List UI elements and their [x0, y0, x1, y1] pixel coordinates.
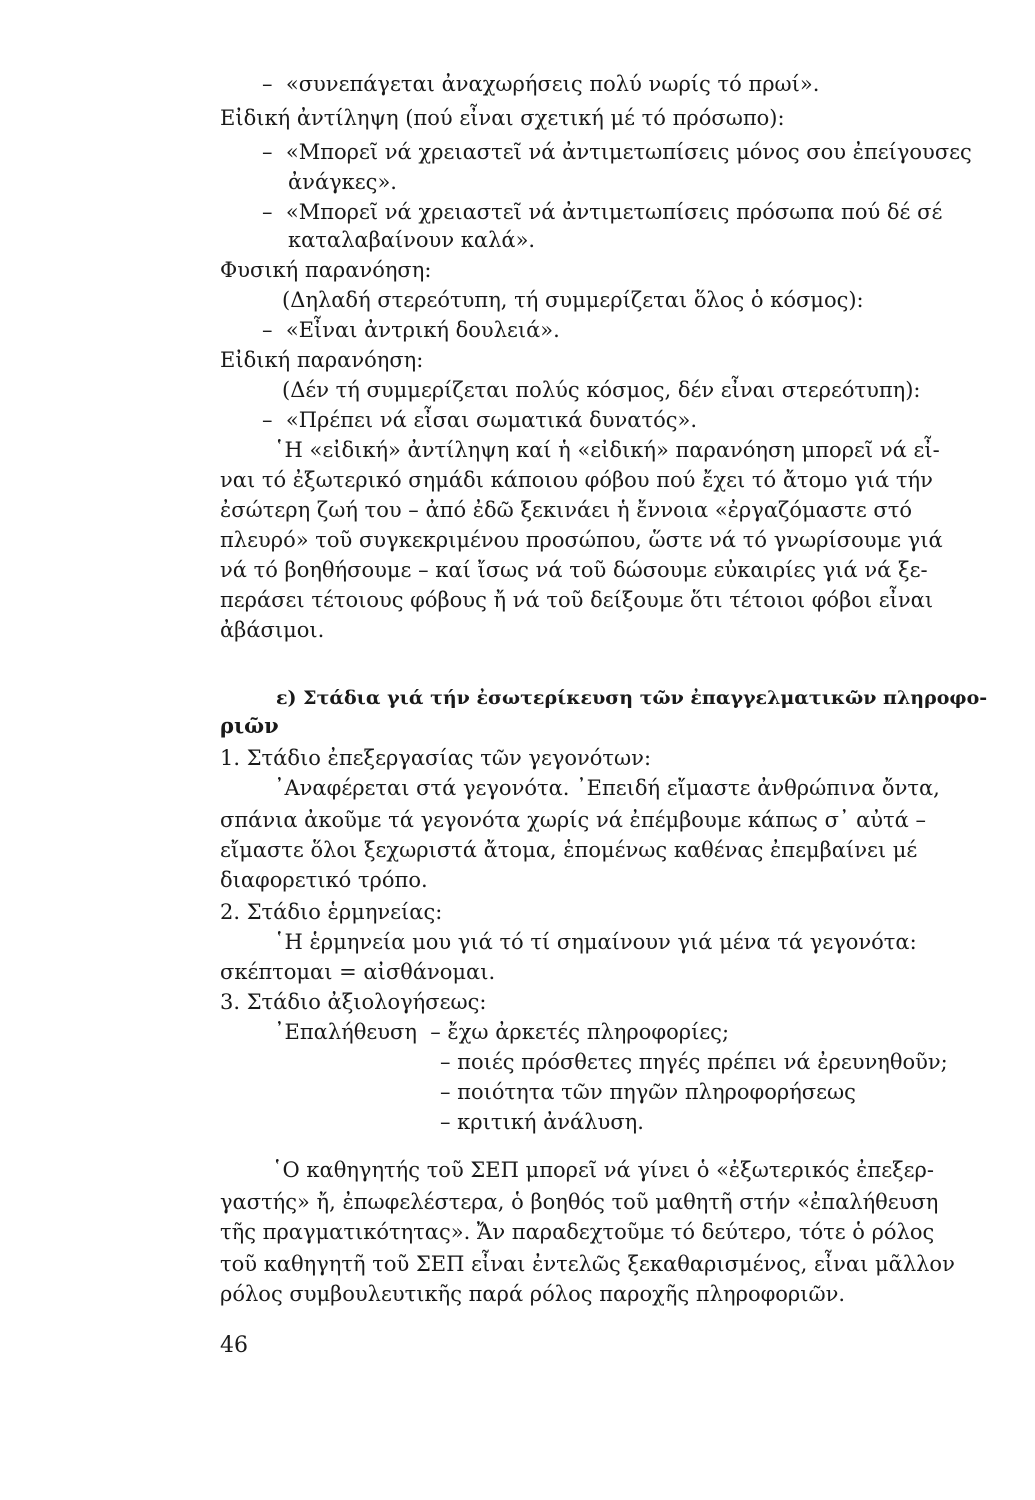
text-line: σπάνια ἀκοῦμε τά γεγονότα χωρίς νά ἐπέμβουμε κάπως σ᾿ αὐτά – [220, 808, 927, 832]
text-line: ἀνάγκες». [288, 170, 397, 194]
text-line: Φυσική παρανόηση: [220, 258, 432, 282]
section-heading: ε) Στάδια γιά τήν ἐσωτερίκευση τῶν ἐπαγγελματικῶν πληροφο- [276, 687, 988, 709]
text-line: – «συνεπάγεται ἀναχωρήσεις πολύ νωρίς τό πρωί». [262, 72, 820, 96]
text-line: ρόλος συμβουλευτικῆς παρά ρόλος παροχῆς πληροφοριῶν. [220, 1282, 846, 1306]
text-line: ᾿Αναφέρεται στά γεγονότα. ᾿Επειδή εἴμαστε ἀνθρώπινα ὄντα, [274, 776, 940, 800]
text-line: – «Μπορεῖ νά χρειαστεῖ νά ἀντιμετωπίσεις πρόσωπα πού δέ σέ [262, 200, 943, 224]
text-line: καταλαβαίνουν καλά». [288, 228, 536, 252]
text-line: ἐσώτερη ζωή του – ἀπό ἐδῶ ξεκινάει ἡ ἔννοια «ἐργαζόμαστε στό [220, 498, 912, 522]
text-line: γαστής» ἤ, ἐπωφελέστερα, ὁ βοηθός τοῦ μαθητῆ στήν «ἐπαλήθευση [220, 1190, 939, 1214]
text-line: – ποιότητα τῶν πηγῶν πληροφορήσεως [440, 1080, 856, 1104]
text-line: 1. Στάδιο ἐπεξεργασίας τῶν γεγονότων: [220, 746, 652, 770]
text-line: εἴμαστε ὅλοι ξεχωριστά ἄτομα, ἑπομένως καθένας ἐπεμβαίνει μέ [220, 838, 918, 862]
text-line: – κριτική ἀνάλυση. [440, 1110, 644, 1134]
text-line: – «Πρέπει νά εἶσαι σωματικά δυνατός». [262, 408, 698, 432]
text-line: ᾿Επαλήθευση – ἔχω ἀρκετές πληροφορίες; [274, 1020, 730, 1044]
text-line: Εἰδική παρανόηση: [220, 348, 424, 372]
text-line: τῆς πραγματικότητας». Ἄν παραδεχτοῦμε τό δεύτερο, τότε ὁ ρόλος [220, 1220, 935, 1244]
text-line: 3. Στάδιο ἀξιολογήσεως: [220, 990, 487, 1014]
text-line: ῾Η «εἰδική» ἀντίληψη καί ἡ «εἰδική» παρανόηση μπορεῖ νά εἶ- [274, 438, 940, 462]
text-line: – ποιές πρόσθετες πηγές πρέπει νά ἐρευνηθοῦν; [440, 1050, 948, 1074]
text-line: 2. Στάδιο ἑρμηνείας: [220, 900, 443, 924]
page-number: 46 [220, 1333, 248, 1358]
text-line: (Δέν τή συμμερίζεται πολύς κόσμος, δέν εἶναι στερεότυπη): [282, 378, 921, 402]
text-line: τοῦ καθηγητῆ τοῦ ΣΕΠ εἶναι ἐντελῶς ξεκαθαρισμένος, εἶναι μᾶλλον [220, 1252, 955, 1276]
text-line: Εἰδική ἀντίληψη (πού εἶναι σχετική μέ τό πρόσωπο): [220, 106, 785, 130]
text-line: διαφορετικό τρόπο. [220, 868, 428, 892]
text-line: ῾Ο καθηγητής τοῦ ΣΕΠ μπορεῖ νά γίνει ὁ «ἐξωτερικός ἐπεξερ- [272, 1158, 934, 1182]
text-line: νά τό βοηθήσουμε – καί ἴσως νά τοῦ δώσουμε εὐκαιρίες γιά νά ξε- [220, 558, 928, 582]
text-line: – «Μπορεῖ νά χρειαστεῖ νά ἀντιμετωπίσεις μόνος σου ἐπείγουσες [262, 140, 972, 164]
text-line: περάσει τέτοιους φόβους ἤ νά τοῦ δείξουμε ὅτι τέτοιοι φόβοι εἶναι [220, 588, 934, 612]
section-heading: ριῶν [220, 713, 279, 738]
text-line: πλευρό» τοῦ συγκεκριμένου προσώπου, ὥστε νά τό γνωρίσουμε γιά [220, 528, 943, 552]
text-line: ναι τό ἐξωτερικό σημάδι κάποιου φόβου πού ἔχει τό ἄτομο γιά τήν [220, 468, 933, 492]
text-line: ἀβάσιμοι. [220, 618, 325, 642]
text-line: σκέπτομαι = αἰσθάνομαι. [220, 960, 496, 984]
text-line: (Δηλαδή στερεότυπη, τή συμμερίζεται ὅλος ὁ κόσμος): [282, 288, 864, 312]
text-line: – «Εἶναι ἀντρική δουλειά». [262, 318, 560, 342]
text-line: ῾Η ἑρμηνεία μου γιά τό τί σημαίνουν γιά μένα τά γεγονότα: [274, 930, 917, 954]
